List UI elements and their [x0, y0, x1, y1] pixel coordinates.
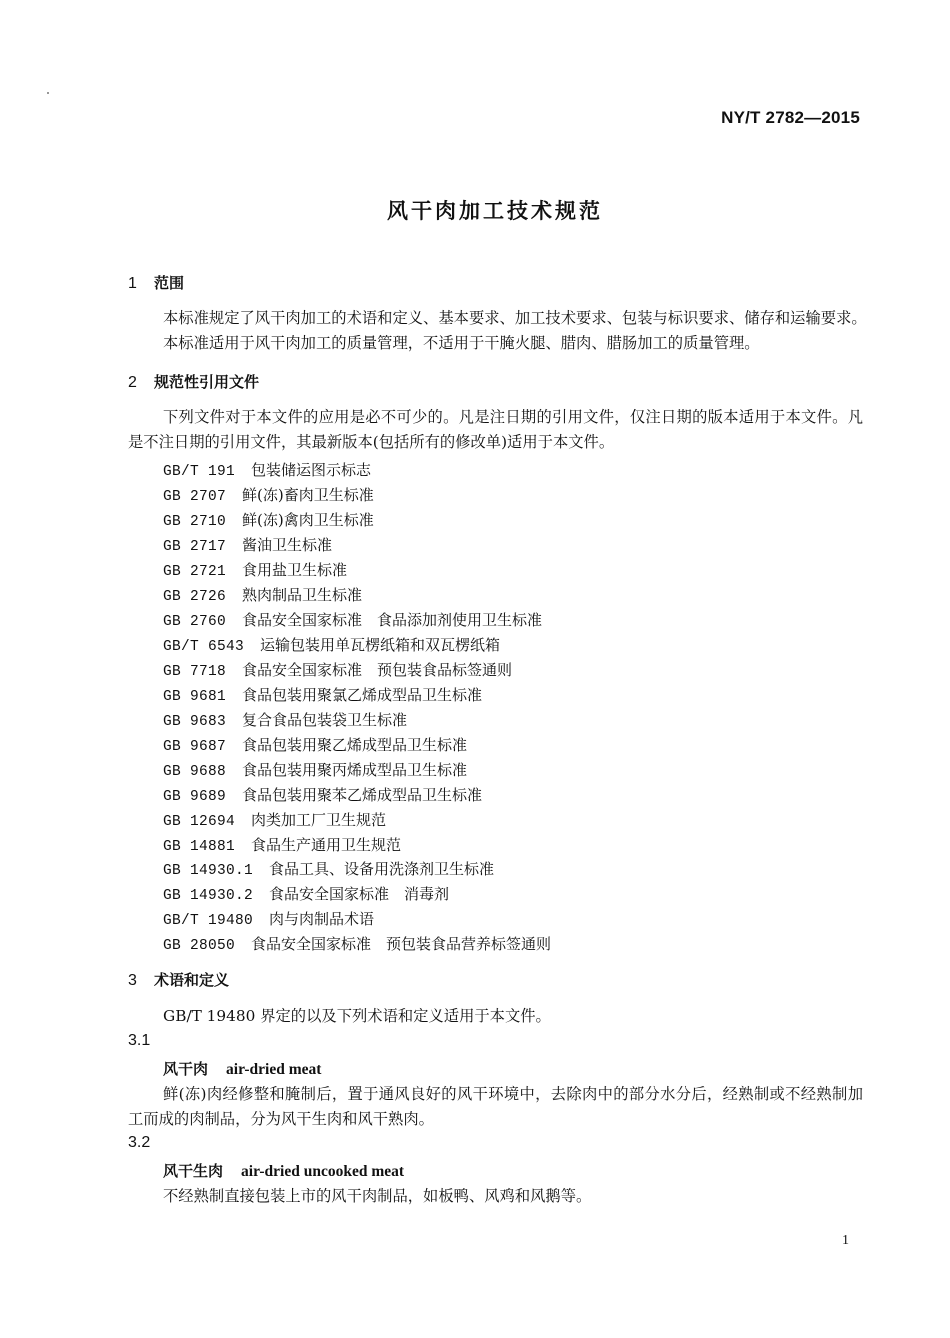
reference-code: GB 2726: [163, 589, 227, 605]
reference-title: 鲜(冻)畜肉卫生标准: [242, 486, 374, 504]
term-heading: [163, 1160, 404, 1181]
reference-title: 肉与肉制品术语: [269, 910, 375, 928]
reference-title: 食品安全国家标准 消毒剂: [269, 885, 450, 903]
reference-title: 食品包装用聚乙烯成型品卫生标准: [242, 736, 468, 754]
reference-item: [163, 659, 512, 680]
reference-code: GB 9688: [163, 764, 227, 780]
term-en: air-dried uncooked meat: [241, 1163, 405, 1180]
reference-item: [163, 908, 374, 929]
reference-item: [163, 933, 551, 954]
reference-title: 食品包装用聚氯乙烯成型品卫生标准: [242, 686, 483, 704]
reference-item: [163, 584, 362, 605]
reference-item: [163, 834, 401, 855]
paragraph: GB/T 19480 界定的以及下列术语和定义适用于本文件。: [163, 1007, 551, 1025]
reference-title: 食品包装用聚苯乙烯成型品卫生标准: [242, 786, 483, 804]
section-number: 3: [128, 972, 137, 989]
reference-title: 食品包装用聚丙烯成型品卫生标准: [242, 761, 468, 779]
reference-title: 复合食品包装袋卫生标准: [242, 711, 408, 729]
paragraph: 本标准适用于风干肉加工的质量管理，不适用于干腌火腿、腊肉、腊肠加工的质量管理。: [163, 334, 760, 352]
term-en: air-dried meat: [226, 1061, 322, 1078]
term-zh: 风干生肉: [163, 1162, 224, 1180]
scan-speck: [47, 92, 49, 94]
reference-item: [163, 784, 482, 805]
reference-code: GB 2721: [163, 564, 227, 580]
section-1-heading: [128, 272, 184, 293]
section-title: 范围: [154, 274, 185, 292]
reference-title: 熟肉制品卫生标准: [242, 586, 363, 604]
reference-item: [163, 534, 332, 555]
section-number: 1: [128, 275, 137, 292]
reference-code: GB 14930.1: [163, 863, 254, 879]
reference-code: GB 2717: [163, 539, 227, 555]
reference-code: GB/T 191: [163, 464, 236, 480]
reference-item: [163, 883, 449, 904]
paragraph: 本标准规定了风干肉加工的术语和定义、基本要求、加工技术要求、包装与标识要求、储存和运输要求。: [163, 309, 867, 327]
reference-title: 包装储运图示标志: [251, 461, 372, 479]
reference-title: 运输包装用单瓦楞纸箱和双瓦楞纸箱: [260, 636, 501, 654]
page-number: 1: [842, 1233, 849, 1248]
reference-item: [163, 809, 386, 830]
reference-title: 食用盐卫生标准: [242, 561, 348, 579]
reference-code: GB 12694: [163, 814, 236, 830]
reference-title: 肉类加工厂卫生规范: [251, 811, 387, 829]
reference-code: GB/T 19480: [163, 913, 254, 929]
reference-item: [163, 734, 467, 755]
reference-item: [163, 609, 542, 630]
reference-item: [163, 684, 482, 705]
section-2-heading: [128, 371, 259, 392]
reference-code: GB 9683: [163, 714, 227, 730]
term-definition: 鲜(冻)肉经修整和腌制后，置于通风良好的风干环境中，去除肉中的部分水分后，经熟制或不经熟制加工而成的肉制品，分为风干生肉和风干熟肉。: [128, 1085, 863, 1128]
reference-code: GB 7718: [163, 664, 227, 680]
reference-item: [163, 484, 374, 505]
term-number: 3.2: [128, 1134, 151, 1151]
reference-code: GB 9687: [163, 739, 227, 755]
reference-title: 食品安全国家标准 预包装食品标签通则: [242, 661, 513, 679]
term-definition: 不经熟制直接包装上市的风干肉制品，如板鸭、风鸡和风鹅等。: [163, 1187, 592, 1205]
reference-code: GB 14930.2: [163, 888, 254, 904]
reference-code: GB/T 6543: [163, 639, 245, 655]
reference-item: [163, 858, 494, 879]
section-title: 术语和定义: [154, 971, 230, 989]
reference-title: 酱油卫生标准: [242, 536, 333, 554]
reference-code: GB 9689: [163, 789, 227, 805]
reference-code: GB 14881: [163, 839, 236, 855]
section-3-heading: [128, 969, 229, 990]
reference-code: GB 2760: [163, 614, 227, 630]
reference-code: GB 2707: [163, 489, 227, 505]
reference-code: GB 28050: [163, 938, 236, 954]
section-title: 规范性引用文件: [154, 373, 260, 391]
standard-code: NY/T 2782—2015: [721, 108, 860, 127]
term-zh: 风干肉: [163, 1060, 209, 1078]
reference-title: 食品工具、设备用洗涤剂卫生标准: [269, 860, 495, 878]
reference-title: 鲜(冻)禽肉卫生标准: [242, 511, 374, 529]
reference-code: GB 2710: [163, 514, 227, 530]
reference-title: 食品安全国家标准 预包装食品营养标签通则: [251, 935, 552, 953]
section-number: 2: [128, 374, 137, 391]
reference-title: 食品安全国家标准 食品添加剂使用卫生标准: [242, 611, 543, 629]
term-heading: [163, 1058, 321, 1079]
reference-item: [163, 634, 500, 655]
reference-item: [163, 709, 407, 730]
reference-item: [163, 459, 371, 480]
paragraph: 下列文件对于本文件的应用是必不可少的。凡是注日期的引用文件，仅注日期的版本适用于本文件。凡是不注日期的引用文件，其最新版本(包括所有的修改单)适用于本文件。: [128, 408, 863, 451]
reference-title: 食品生产通用卫生规范: [251, 836, 402, 854]
reference-item: [163, 559, 347, 580]
reference-item: [163, 759, 467, 780]
reference-item: [163, 509, 374, 530]
document-title: 风干肉加工技术规范: [387, 199, 603, 223]
term-number: 3.1: [128, 1032, 151, 1049]
reference-code: GB 9681: [163, 689, 227, 705]
